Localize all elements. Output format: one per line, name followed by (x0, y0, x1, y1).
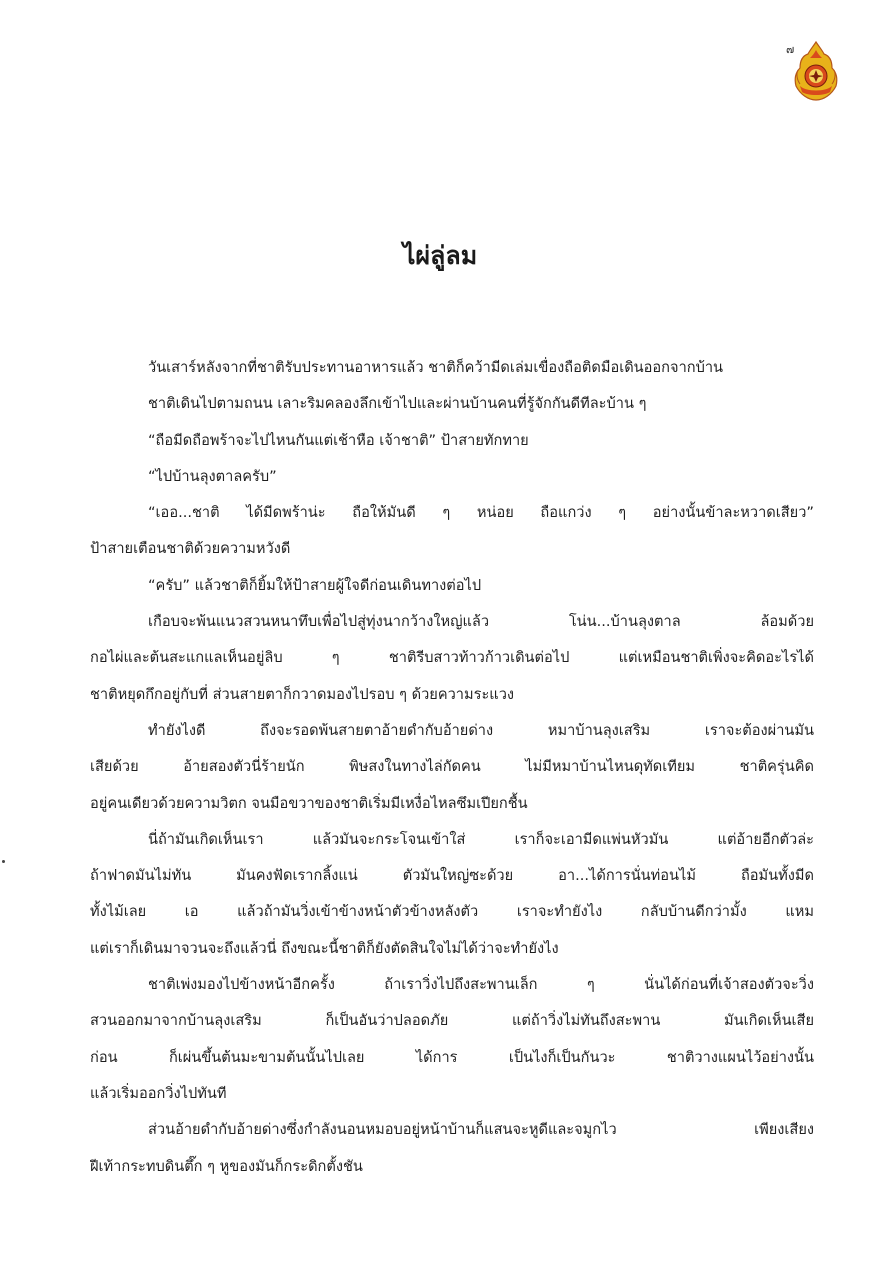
scan-mark (2, 860, 5, 863)
text-line: นี่ถ้ามันเกิดเห็นเรา แล้วมันจะกระโจนเข้าใส่ เราก็จะเอามีดแพ่นหัวมัน แต่อ้ายอีกตัวล่ะ (148, 830, 814, 848)
text-line: “เออ...ชาติ ได้มีดพร้าน่ะ ถือให้มันดี ๆ หน่อย ถือแกว่ง ๆ อย่างนั้นข้าละหวาดเสียว” (148, 504, 814, 522)
page-number: ๗ (786, 43, 795, 56)
text-line: ถ้าฟาดมันไม่ทัน มันคงฟัดเรากลิ้งแน่ ตัวมันใหญ่ซะด้วย อา...ได้การนั่นท่อนไม้ ถือมันทั้งมีด (90, 867, 814, 885)
royal-emblem-icon (792, 40, 840, 102)
text-line: กอไผ่และต้นสะแกแลเห็นอยู่ลิบ ๆ ชาติรีบสาวท้าวก้าวเดินต่อไป แต่เหมือนชาติเพิ่งจะคิดอะไรได้ (90, 649, 814, 667)
text-line: ทำยังไงดี ถึงจะรอดพ้นสายตาอ้ายดำกับอ้ายด่าง หมาบ้านลุงเสริม เราจะต้องผ่านมัน (148, 721, 814, 739)
text-line: ป้าสายเตือนชาติด้วยความหวังดี (90, 540, 291, 558)
text-line: “ครับ” แล้วชาติก็ยิ้มให้ป้าสายผู้ใจดีก่อนเดินทางต่อไป (148, 576, 482, 594)
text-line: วันเสาร์หลังจากที่ชาติรับประทานอาหารแล้ว ชาติก็คว้ามีดเล่มเขื่องถือติดมือเดินออกจากบ้าน (148, 359, 724, 376)
text-line: ก่อน ก็เผ่นขึ้นต้นมะขามต้นนั้นไปเลย ได้การ เป็นไงก็เป็นกันวะ ชาติวางแผนไว้อย่างนั้น (90, 1048, 814, 1066)
text-line: ชาติเดินไปตามถนน เลาะริมคลองลึกเข้าไปและผ่านบ้านคนที่รู้จักกันดีทีละบ้าน ๆ (148, 395, 647, 413)
document-title: ไผ่ลู่ลม (402, 241, 478, 270)
text-line: ชาติเพ่งมองไปข้างหน้าอีกครั้ง ถ้าเราวิ่งไปถึงสะพานเล็ก ๆ นั่นได้ก่อนที่เจ้าสองตัวจะวิ่ง (148, 976, 814, 994)
text-line: ชาติหยุดกึกอยู่กับที่ ส่วนสายตาก็กวาดมองไปรอบ ๆ ด้วยความระแวง (90, 685, 515, 703)
text-line: “ถือมีดถือพร้าจะไปไหนกันแต่เช้าหือ เจ้าชาติ” ป้าสายทักทาย (148, 431, 529, 449)
text-line: เสียด้วย อ้ายสองตัวนี่ร้ายนัก พิษสงในทางไล่กัดคน ไม่มีหมาบ้านไหนดุทัดเทียม ชาติครุ่นคิด (90, 758, 814, 776)
text-line: อยู่คนเดียวด้วยความวิตก จนมือขวาของชาติเริ่มมีเหงื่อไหลซึมเปียกชื้น (90, 794, 528, 812)
text-line: เกือบจะพ้นแนวสวนหนาทึบเพื่อไปสู่ทุ่งนากว้างใหญ่แล้ว โน่น...บ้านลุงตาล ล้อมด้วย (148, 613, 814, 631)
text-line: “ไปบ้านลุงตาลครับ” (148, 467, 277, 485)
text-line: ฝีเท้ากระทบดินตึ๊ก ๆ หูของมันก็กระดิกตั้งชัน (90, 1157, 363, 1175)
story-body (90, 350, 814, 1185)
text-line: ส่วนอ้ายดำกับอ้ายด่างซึ่งกำลังนอนหมอบอยู่หน้าบ้านก็แสนจะหูดีและจมูกไว เพียงเสียง (148, 1121, 814, 1139)
text-line: แล้วเริ่มออกวิ่งไปทันที (90, 1084, 227, 1102)
text-line: แต่เราก็เดินมาจวนจะถึงแล้วนี่ ถึงขณะนี้ชาติก็ยังตัดสินใจไม่ได้ว่าจะทำยังไง (90, 939, 559, 957)
text-line: สวนออกมาจากบ้านลุงเสริม ก็เป็นอันว่าปลอดภัย แต่ถ้าวิ่งไม่ทันถึงสะพาน มันเกิดเห็นเสีย (90, 1012, 814, 1030)
text-line: ทั้งไม้เลย เอ แล้วถ้ามันวิ่งเข้าข้างหน้าตัวข้างหลังตัว เราจะทำยังไง กลับบ้านดีกว่ามั้ง แหม (90, 903, 814, 921)
